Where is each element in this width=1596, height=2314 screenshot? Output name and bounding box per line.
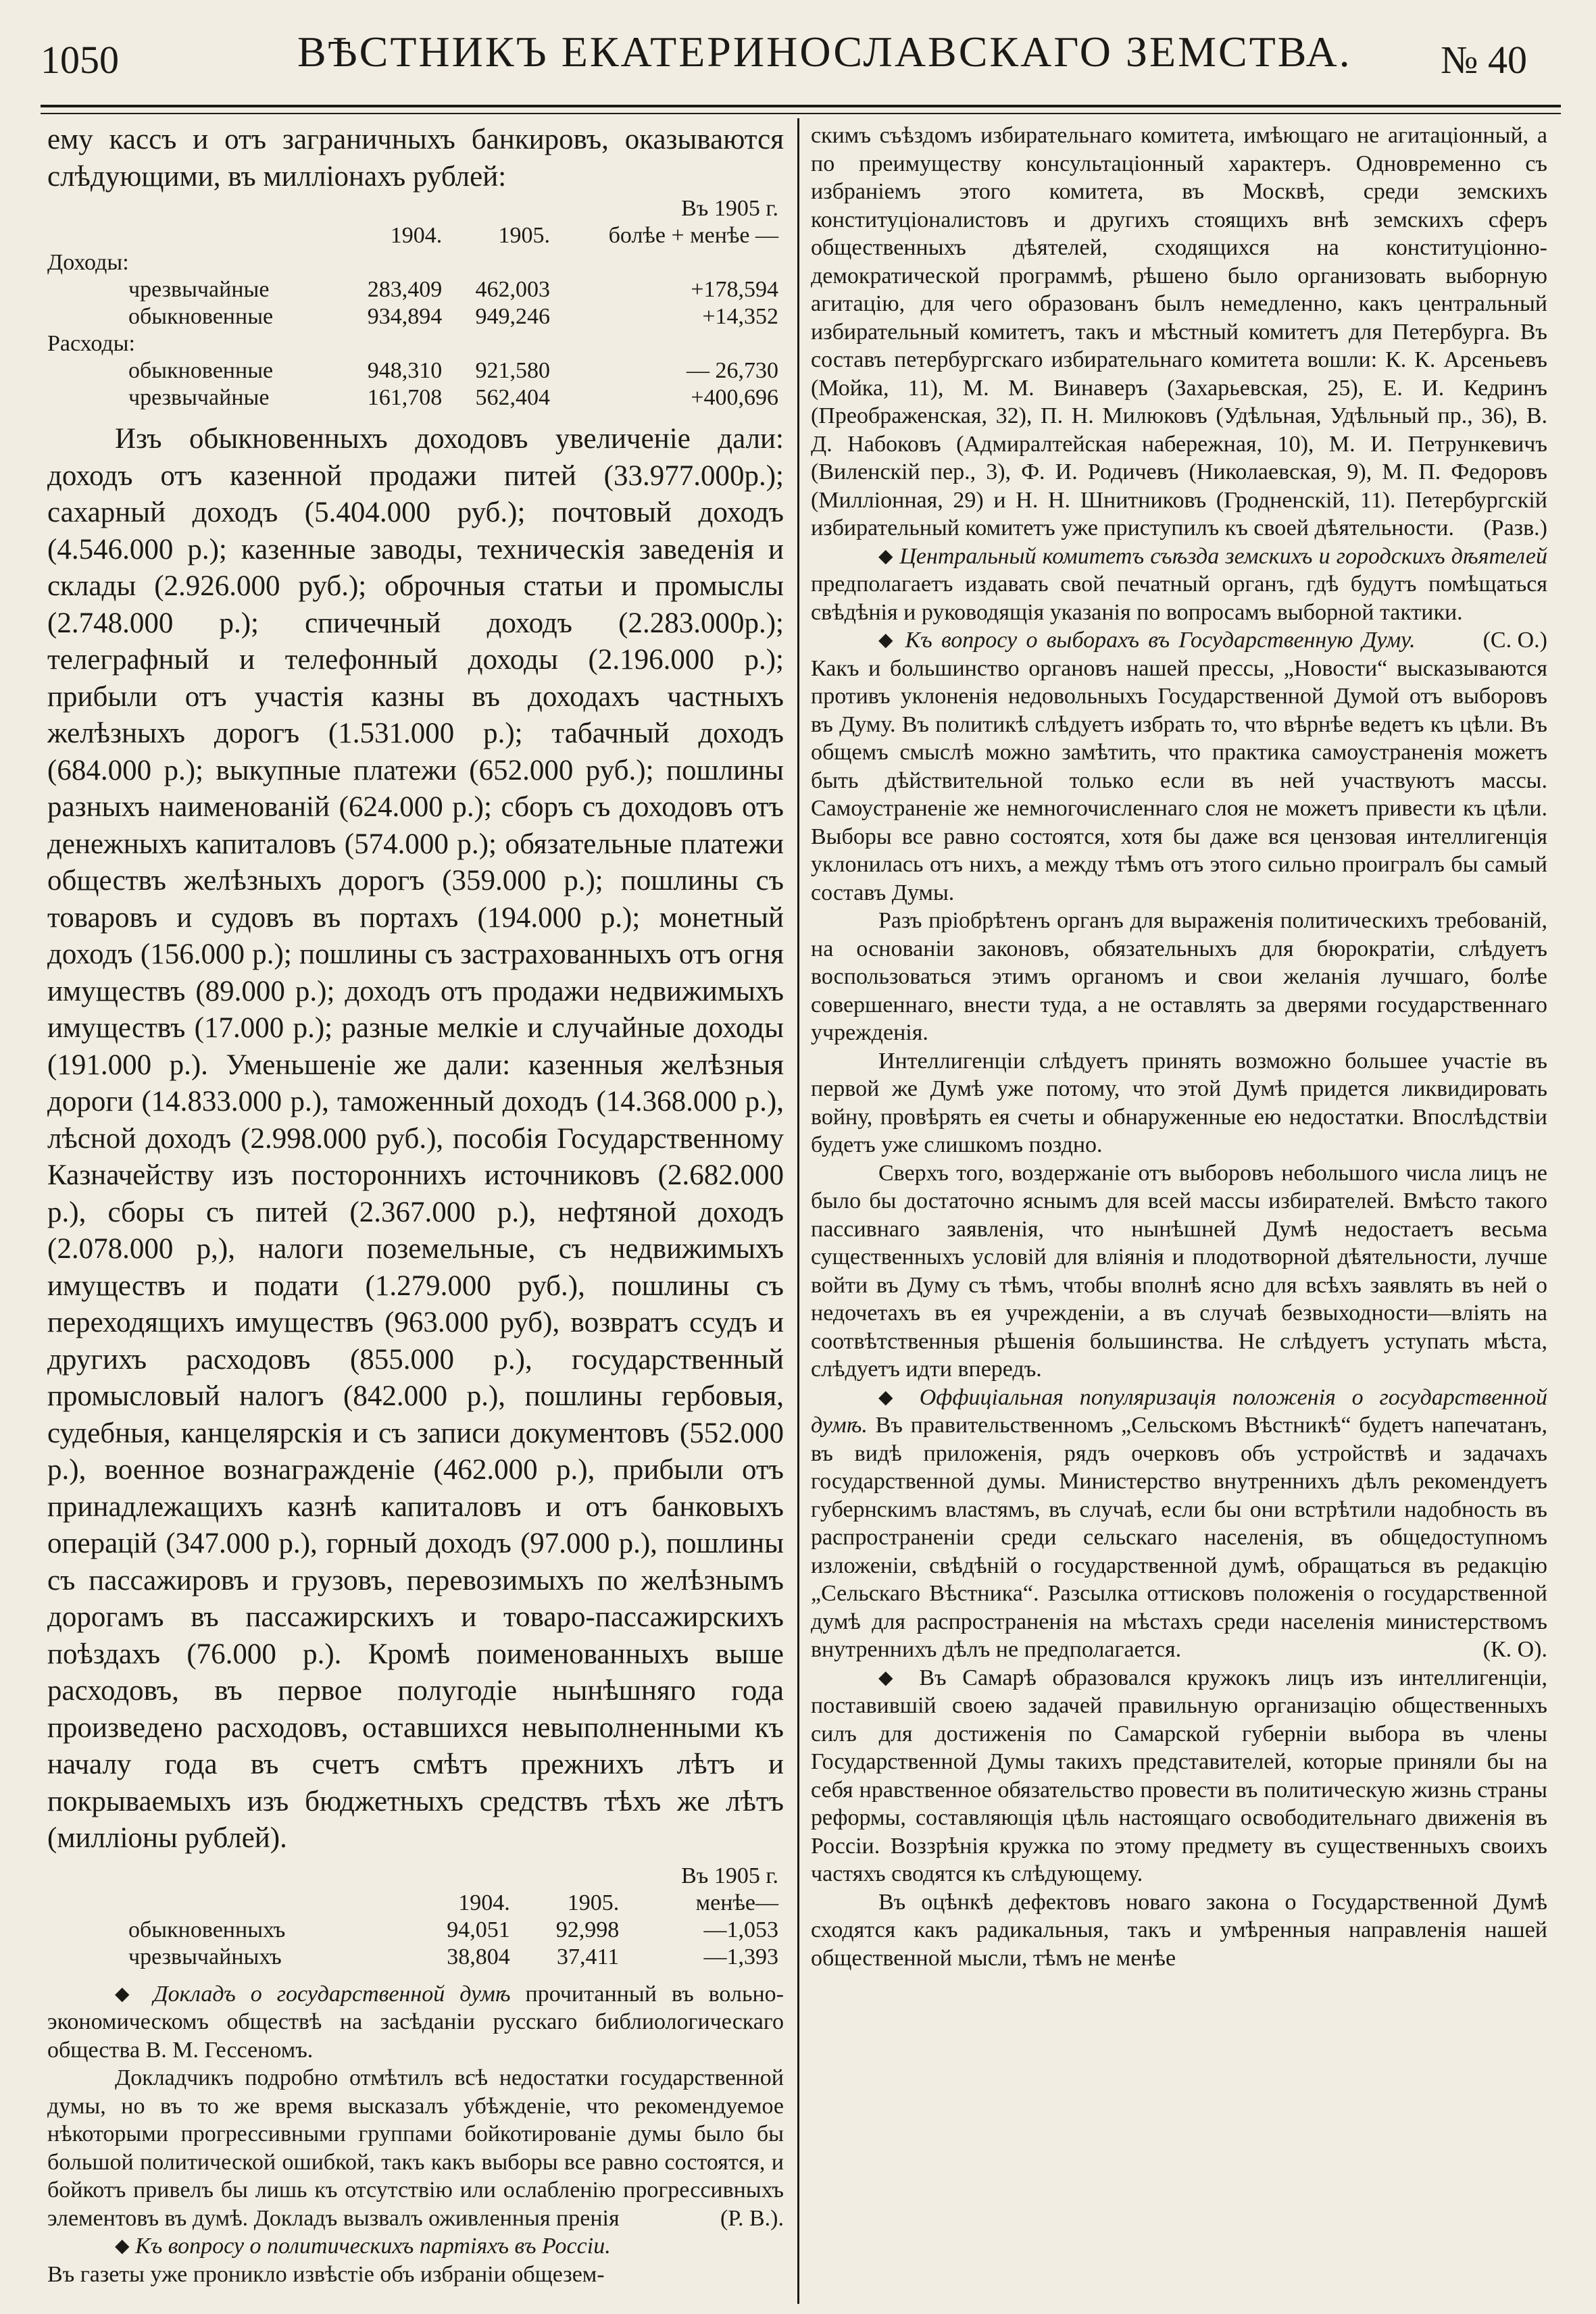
- table-row: [47, 1944, 784, 1971]
- col-diff: болѣе + менѣе —: [608, 223, 778, 248]
- source-tag: (Разв.): [1483, 515, 1547, 540]
- cell-diff: —1,393: [703, 1944, 778, 1969]
- source-tag: (Р. В.).: [720, 2205, 784, 2231]
- row-name: чрезвычайные: [128, 385, 270, 410]
- pointing-hand-icon: ◆: [878, 545, 894, 567]
- row-name: обыкновенные: [128, 304, 274, 329]
- article-paragraph: Въ оцѣнкѣ дефектовъ новаго закона о Государственной Думѣ сходятся какъ радикальныя, такъ и умѣренныя направленія нашей общественной мысли, тѣмъ не менѣе: [811, 1889, 1547, 1971]
- article-text: прочитанный въ вольно-экономическомъ обществѣ на засѣданіи русскаго библиологическаго общества В. М. Гессеномъ.: [47, 1981, 784, 2063]
- row-name: обыкновенные: [128, 358, 274, 383]
- page-number: 1050: [41, 38, 119, 82]
- cell-1904: 283,409: [367, 277, 443, 302]
- group-row: [47, 249, 784, 276]
- cell-1904: 38,804: [447, 1944, 510, 1969]
- issue-number: № 40: [1441, 38, 1527, 82]
- cell-diff: — 26,730: [687, 358, 778, 383]
- col-1905: 1905.: [567, 1890, 620, 1915]
- article-heading: Къ вопросу о выборахъ въ Государственную Думу.: [905, 628, 1416, 653]
- cell-1905: 921,580: [475, 358, 551, 383]
- income-label: Доходы:: [47, 250, 129, 275]
- header-rule: [41, 105, 1561, 114]
- col-1904: 1904.: [458, 1890, 510, 1915]
- cell-1905: 92,998: [555, 1917, 620, 1942]
- table-row: [47, 303, 784, 330]
- cell-1904: 161,708: [367, 385, 443, 410]
- article-heading: Докладъ о государственной думѣ: [153, 1981, 511, 2007]
- article-text: Докладчикъ подробно отмѣтилъ всѣ недостатки государственной думы, но въ то же время высказалъ убѣжденіе, что рекомендуемое нѣкоторыми прогрессивными группами бойкотированіе думы было бы большой политической ошибкой, такъ какъ выборы все равно состоятся, и бойкотъ привелъ бы лишь къ отсутствію или ослабленію прогрессивныхъ элементовъ въ думѣ. Докладъ вызвалъ оживленныя пренія: [47, 2065, 784, 2231]
- article-text: Какъ и большинство органовъ нашей прессы, „Новости“ высказываются противъ уклоненія недовольныхъ Государственной Думой отъ выборовъ въ Думу. Въ политикѣ слѣдуетъ избрать то, что вѣрнѣе ведетъ къ цѣли. Въ общемъ смыслѣ можно замѣтить, что практика самоустраненія можетъ быть дѣйствительной только если въ ней участвуютъ массы. Самоустраненіе же немногочисленнаго слоя не можетъ привести къ цѣли. Выборы все равно состоятся, хотя бы даже вся цензовая интеллигенція уклонилась отъ нихъ, а между тѣмъ отъ этого сильно проигралъ бы самый составъ Думы.: [811, 655, 1547, 905]
- cell-1905: 949,246: [475, 304, 551, 329]
- article-heading: Оффиціальная популяризація положенія о государственной думѣ.: [811, 1384, 1547, 1438]
- table-head-year: Въ 1905 г.: [681, 1863, 778, 1888]
- left-column: [47, 122, 784, 2311]
- row-name: чрезвычайные: [128, 277, 270, 302]
- table-row: [47, 276, 784, 303]
- article-paragraph: [47, 2064, 784, 2232]
- cell-diff: +400,696: [691, 385, 778, 410]
- table-header-row: [47, 222, 784, 249]
- row-name: чрезвычайныхъ: [128, 1944, 282, 1969]
- pointing-hand-icon: ◆: [115, 1983, 139, 2005]
- article-paragraph: [811, 122, 1547, 543]
- col-1904: 1904.: [390, 223, 443, 248]
- row-name: обыкновенныхъ: [128, 1917, 286, 1942]
- table-header-row: [47, 1890, 784, 1917]
- table-row: [47, 1917, 784, 1944]
- cell-diff: +178,594: [691, 277, 778, 302]
- cell-diff: +14,352: [702, 304, 778, 329]
- pointing-hand-icon: ◆: [878, 1667, 903, 1688]
- group-row: [47, 330, 784, 357]
- cell-1904: 948,310: [367, 358, 443, 383]
- col-diff: менѣе—: [695, 1890, 778, 1915]
- col-1905: 1905.: [498, 223, 551, 248]
- article-paragraph: Сверхъ того, воздержаніе отъ выборовъ небольшого числа лицъ не было бы достаточно яснымъ для всей массы избирателей. Вмѣсто такого пассивнаго заявленія, что нынѣшней Думѣ недостаетъ весьма существенныхъ условій для вліянія и плодотворной дѣятельности, лучше войти въ Думу съ тѣмъ, чтобы вполнѣ ясно для всѣхъ заявлять въ ней о недочетахъ въ ея учрежденіи, а въ случаѣ безвыходности—вліять на соотвѣтственныя рѣшенія большинства. Не слѣдуетъ уступать мѣста, слѣдуетъ идти впередъ.: [811, 1160, 1547, 1382]
- cell-1904: 94,051: [447, 1917, 510, 1942]
- article-paragraph: Интеллигенціи слѣдуетъ принять возможно большее участіе въ первой же Думѣ уже потому, что этой Думѣ придется ликвидировать войну, провѣрять ея счеты и обнаруженные ею недостатки. Впослѣдствіи будетъ уже слишкомъ поздно.: [811, 1048, 1547, 1157]
- cell-1905: 562,404: [475, 385, 551, 410]
- intro-paragraph: ему кассъ и отъ заграничныхъ банкировъ, оказываются слѣдующими, въ милліонахъ рублей:: [47, 124, 784, 193]
- revenue-paragraph: Изъ обыкновенныхъ доходовъ увеличеніе дали: доходъ отъ казенной продажи питей (33.977.000р.); сахарный доходъ (5.404.000 руб.); почтовый доходъ (4.546.000 р.); казенные заводы, техническія заведенія и склады (2.926.000 руб.); оброчныя статьи и промыслы (2.748.000 р.); спичечный доходъ (2.283.000р.); телеграфный и телефонный доходы (2.196.000 р.); прибыли отъ участія казны въ доходахъ частныхъ желѣзныхъ дорогъ (1.531.000 р.); табачный доходъ (684.000 р.); выкупные платежи (652.000 руб.); пошлины разныхъ наименованій (624.000 р.); сборъ съ доходовъ отъ денежныхъ капиталовъ (574.000 р.); обязательные платежи обществъ желѣзныхъ дорогъ (359.000 р.); пошлины съ товаровъ и судовъ въ портахъ (194.000 р.); монетный доходъ (156.000 р.); пошлины съ застрахованныхъ отъ огня имуществъ (89.000 р.); доходъ отъ продажи недвижимыхъ имуществъ (17.000 р.); разные мелкіе и случайные доходы (191.000 р.). Уменьшеніе же дали: казенныя желѣзныя дороги (14.833.000 р.), таможенный доходъ (14.368.000 р.), лѣсной доходъ (2.998.000 руб.), пособія Государственному Казначейству изъ постороннихъ источниковъ (2.682.000 р.), сборы съ питей (2.367.000 р.), нефтяной доходъ (2.078.000 р,), налоги поземельные, съ недвижимыхъ имуществъ и подати (1.279.000 руб.), пошлины съ переходящихъ имуществъ (963.000 руб), возвратъ ссудъ и другихъ расходовъ (855.000 р.), государственный промысловый налогъ (842.000 р.), пошлины гербовыя, судебныя, канцелярскія и съ записи документовъ (552.000 р.), военное вознагражденіе (462.000 р.), прибыли отъ принадлежащихъ казнѣ капиталовъ и отъ банковыхъ операцій (347.000 р.), горный доходъ (97.000 р.), пошлины съ пассажировъ и грузовъ, перевозимыхъ по желѣзнымъ дорогамъ въ пассажирскихъ и товаро-пассажирскихъ поѣздахъ (76.000 р.). Кромѣ поименованныхъ выше расходовъ, въ первое полугодіе нынѣшняго года произведено расходовъ, оставшихся невыполненными къ началу года въ счетъ смѣтъ прежнихъ лѣтъ и покрываемыхъ изъ бюджетныхъ средствъ тѣхъ же лѣтъ (милліоны рублей).: [47, 423, 784, 1854]
- pointing-hand-icon: ◆: [115, 2236, 130, 2257]
- cell-1905: 37,411: [556, 1944, 620, 1969]
- article-paragraph: Въ газеты уже проникло извѣстіе объ избраніи общезем-: [47, 2261, 605, 2287]
- article-text: предполагаетъ издавать свой печатный органъ, гдѣ будутъ помѣщаться свѣдѣнія и руководящія указанія по вопросамъ выборной тактики.: [811, 572, 1547, 625]
- article-parties: [47, 2232, 784, 2261]
- budget-table: [47, 195, 784, 411]
- unspent-table: [47, 1863, 784, 1971]
- article-popularization: [811, 1384, 1547, 1664]
- right-column: [811, 122, 1547, 2311]
- table-head-year: Въ 1905 г.: [681, 196, 778, 221]
- article-text: Въ правительственномъ „Сельскомъ Вѣстникѣ“ будетъ напечатанъ, въ видѣ приложенія, рядъ очерковъ объ устройствѣ и задачахъ государственной думы. Министерство внутреннихъ дѣлъ рекомендуетъ губернскимъ властямъ, въ случаѣ, если бы они встрѣтили надобность въ распространеніи среди сельскаго населенія, въ общедоступномъ изложеніи, свѣдѣній о государственной думѣ, обращаться въ редакцію „Сельскаго Вѣстника“. Разсылка оттисковъ положенія о государственной думѣ для распространенія на мѣстахъ среди населенія министерствомъ внутреннихъ дѣлъ не предполагается.: [811, 1413, 1547, 1662]
- cell-diff: —1,053: [703, 1917, 778, 1942]
- table-row: [47, 384, 784, 411]
- cell-1905: 462,003: [475, 277, 551, 302]
- article-samara: [811, 1664, 1547, 1888]
- article-text: скимъ съѣздомъ избирательнаго комитета, имѣющаго не агитаціонный, а по преимуществу консультаціонный характеръ. Одновременно съ избраніемъ этого комитета, въ Москвѣ, среди земскихъ конституціоналистовъ и другихъ стоящихъ внѣ земскихъ сферъ общественныхъ дѣятелей, сходящихся на конституціонно-демократической программѣ, рѣшено было организовать выборную агитацію, для чего образованъ былъ немедленно, какъ центральный избирательный комитетъ, такъ и мѣстный комитетъ для Петербурга. Въ составъ петербургскаго избирательнаго комитета вошли: К. К. Арсеньевъ (Мойка, 11), М. М. Винаверъ (Захарьевская, 25), Е. И. Кедринъ (Преображенская, 32), П. Н. Милюковъ (Удѣльная, Удѣльный пр., 36), В. Д. Набоковъ (Адмиралтейская набережная, 10), М. И. Петрункевичъ (Виленскій пер., 3), Ф. И. Родичевъ (Николаевская, 9), М. П. Федоровъ (Милліонная, 29) и Н. Н. Шнитниковъ (Гродненскій, 11). Петербургскій избирательный комитетъ уже приступилъ къ своей дѣятельности.: [811, 123, 1547, 540]
- page-header: [41, 20, 1554, 95]
- article-duma-report: [47, 1980, 784, 2065]
- table-header-row: [47, 1863, 784, 1890]
- article-heading: Центральный комитетъ съѣзда земскихъ и городскихъ дѣятелей: [899, 543, 1547, 569]
- pointing-hand-icon: ◆: [878, 630, 897, 651]
- table-row: [47, 357, 784, 384]
- column-divider: [797, 118, 799, 2304]
- source-tag: (С. О.): [1482, 628, 1547, 653]
- article-heading: Къ вопросу о политическихъ партіяхъ въ Россіи.: [135, 2234, 611, 2259]
- article-text: Въ Самарѣ образовался кружокъ лицъ изъ интеллигенціи, поставившій своею задачей правильную организацію общественныхъ силъ для достиженія по Самарской губерніи выбора въ члены Государственной Думы такихъ представителей, которые приняли бы на себя нравственное обязательство провести въ политическую жизнь страны реформы, составляющія цѣль настоящаго освободительнаго движенія въ Россіи. Воззрѣнія кружка по этому предмету въ существенныхъ своихъ частяхъ сводятся къ слѣдующему.: [811, 1665, 1547, 1886]
- cell-1904: 934,894: [367, 304, 443, 329]
- expense-label: Расходы:: [47, 331, 135, 356]
- source-tag: (К. О).: [1482, 1637, 1547, 1662]
- article-elections: [811, 626, 1547, 907]
- article-paragraph: Разъ пріобрѣтенъ органъ для выраженія политическихъ требованій, на основаніи законовъ, обязательныхъ для бюрократіи, слѣдуетъ воспользоваться этимъ органомъ и свои желанія лучшаго, болѣе совершеннаго, внести туда, а не оставлять за дверями государственнаго учрежденія.: [811, 908, 1547, 1045]
- table-header-row: [47, 195, 784, 222]
- journal-title: ВѢСТНИКЪ ЕКАТЕРИНОСЛАВСКАГО ЗЕМСТВА.: [297, 28, 1352, 76]
- pointing-hand-icon: ◆: [878, 1386, 903, 1408]
